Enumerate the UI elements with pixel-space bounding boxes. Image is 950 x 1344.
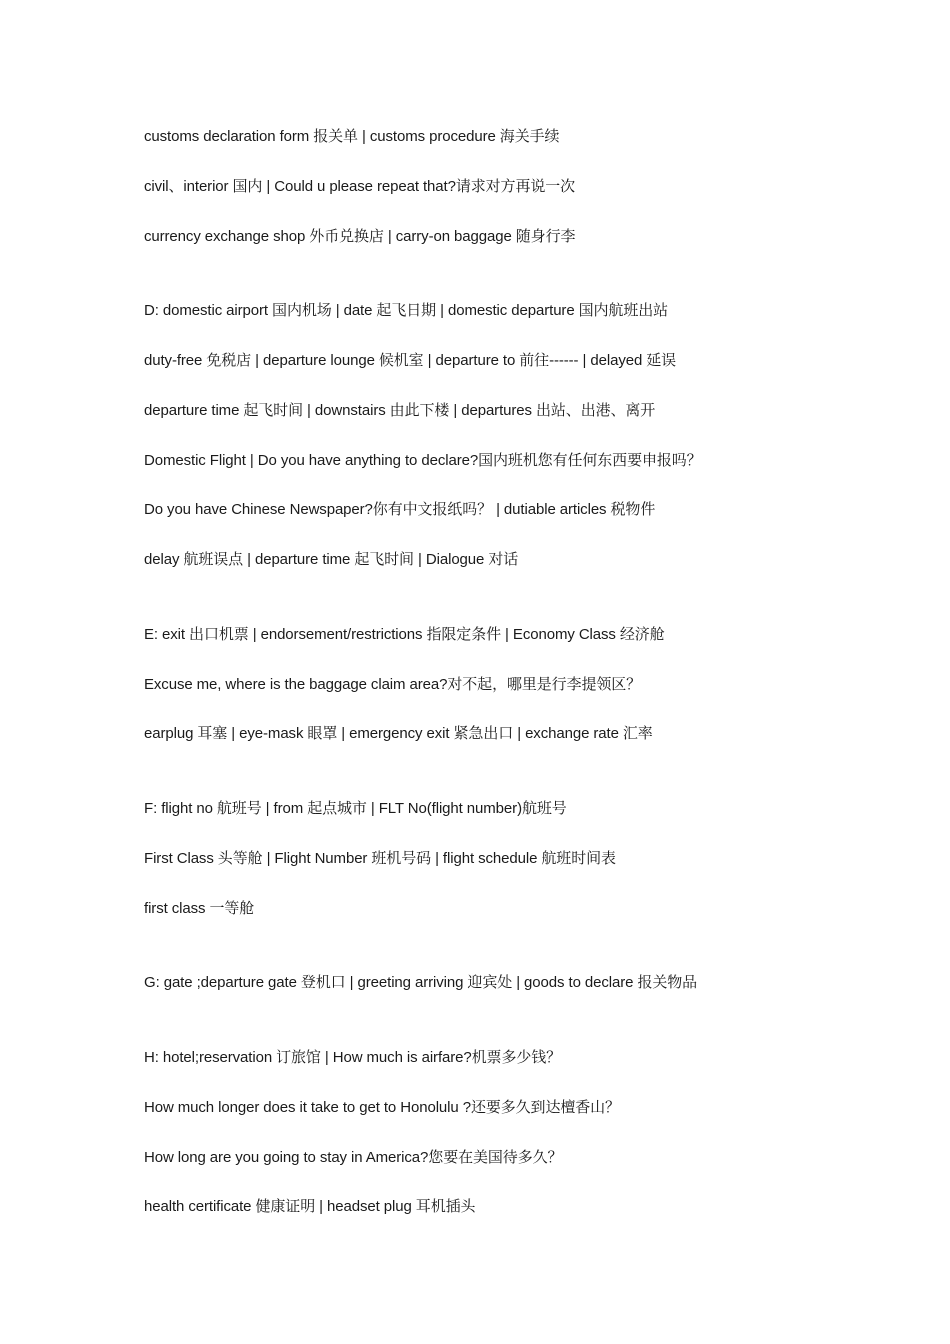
text-line: health certificate 健康证明 | headset plug 耳机插头 — [144, 1198, 476, 1215]
text-line: currency exchange shop 外币兑换店 | carry-on baggage 随身行李 — [144, 228, 576, 245]
text-line: G: gate ;departure gate 登机口 | greeting arriving 迎宾处 | goods to declare 报关物品 — [144, 974, 698, 991]
text-line: H: hotel;reservation 订旅馆 | How much is airfare?机票多少钱？ — [144, 1049, 562, 1066]
text-line: Excuse me, where is the baggage claim area?对不起，哪里是行李提领区？ — [144, 676, 642, 693]
text-line: First Class 头等舱 | Flight Number 班机号码 | flight schedule 航班时间表 — [144, 850, 616, 867]
text-line: civil、interior 国内 | Could u please repeat that?请求对方再说一次 — [144, 178, 576, 195]
text-line: Do you have Chinese Newspaper?你有中文报纸吗？ | dutiable articles 税物件 — [144, 501, 656, 518]
text-line: departure time 起飞时间 | downstairs 由此下楼 | departures 出站、出港、离开 — [144, 402, 656, 419]
text-line: D: domestic airport 国内机场 | date 起飞日期 | domestic departure 国内航班出站 — [144, 302, 669, 319]
text-line: How much longer does it take to get to Honolulu ?还要多久到达檀香山？ — [144, 1099, 620, 1116]
text-line: F: flight no 航班号 | from 起点城市 | FLT No(flight number)航班号 — [144, 800, 567, 817]
text-line: delay 航班误点 | departure time 起飞时间 | Dialogue 对话 — [144, 551, 519, 568]
text-line: first class 一等舱 — [144, 900, 255, 917]
text-line: duty-free 免税店 | departure lounge 候机室 | departure to 前往------ | delayed 延误 — [144, 352, 677, 369]
text-line: Domestic Flight | Do you have anything to declare?国内班机您有任何东西要申报吗？ — [144, 452, 702, 469]
text-line: customs declaration form 报关单 | customs procedure 海关手续 — [144, 128, 560, 145]
text-line: earplug 耳塞 | eye-mask 眼罩 | emergency exit 紧急出口 | exchange rate 汇率 — [144, 725, 653, 742]
text-line: How long are you going to stay in America?您要在美国待多久？ — [144, 1149, 563, 1166]
text-line: E: exit 出口机票 | endorsement/restrictions 指限定条件 | Economy Class 经济舱 — [144, 626, 665, 643]
